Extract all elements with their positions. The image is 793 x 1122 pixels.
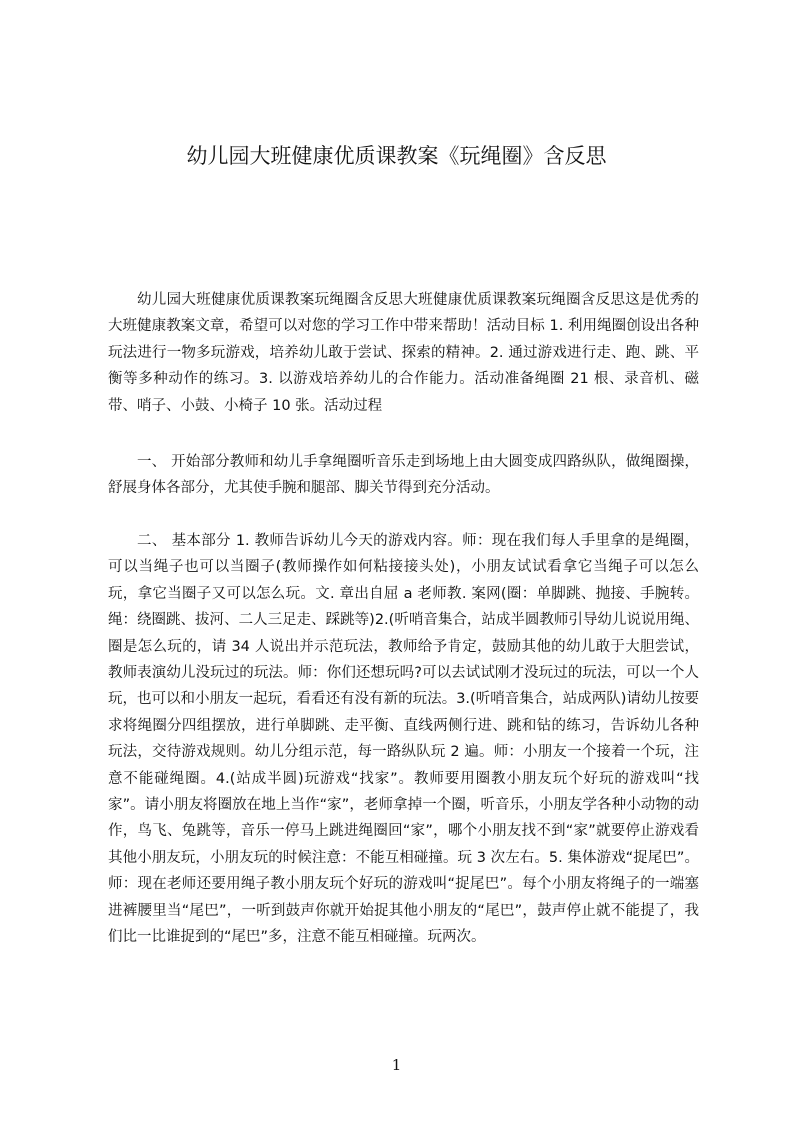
document-title: 幼儿园大班健康优质课教案《玩绳圈》含反思 [186,144,607,168]
paragraph-part-two: 二、 基本部分 1. 教师告诉幼儿今天的游戏内容。师：现在我们每人手里拿的是绳圈，可以当绳子也可以当圈子(教师操作如何粘接接头处)，小朋友试试看拿它当绳子可以怎么玩，拿它当圈子又可以怎么玩。文. 章出自屈 a 老师教. 案网(圈：单脚跳、抛接、手腕转。绳：绕圈跳、拔河、二人三足走、踩跳等)2.(听哨音集合，站成半圆教师引导幼儿说说用绳、圈是怎么玩的，请 34 人说出并示范玩法，教师给予肯定，鼓励其他的幼儿敢于大胆尝试，教师表演幼儿没玩过的玩法。师：你们还想玩吗?可以去试试刚才没玩过的玩法，可以一个人玩，也可以和小朋友一起玩，看看还有没有新的玩法。3.(听哨音集合，站成两队)请幼儿按要求将绳圈分四组摆放，进行单脚跳、走平衡、直线两侧行进、跳和钻的练习，告诉幼儿各种玩法，交待游戏规则。幼儿分组示范，每一路纵队玩 2 遍。师：小朋友一个接着一个玩，注意不能碰绳圈。4.(站成半圆)玩游戏“找家”。教师要用圈教小朋友玩个好玩的游戏叫“找家”。请小朋友将圈放在地上当作“家”，老师拿掉一个圈，听音乐，小朋友学各种小动物的动作，鸟飞、兔跳等，音乐一停马上跳进绳圈回“家”，哪个小朋友找不到“家”就要停止游戏看其他小朋友玩，小朋友玩的时候注意：不能互相碰撞。玩 3 次左右。5. 集体游戏“捉尾巴”。师：现在老师还要用绳子教小朋友玩个好玩的游戏叫“捉尾巴”。每个小朋友将绳子的一端塞进裤腰里当“尾巴”，一听到鼓声你就开始捉其他小朋友的“尾巴”，鼓声停止就不能提了，我们比一比谁捉到的“尾巴”多，注意不能互相碰撞。玩两次。 [108,533,699,946]
paragraph-intro-container [108,287,699,419]
paragraph-part-two-container [108,528,699,951]
page-number: 1 [391,1056,402,1074]
paragraph-part-one: 一、 开始部分教师和幼儿手拿绳圈听音乐走到场地上由大圆变成四路纵队，做绳圈操，舒展身体各部分，尤其使手腕和腿部、脚关节得到充分活动。 [108,454,699,497]
paragraph-part-one-container [108,449,699,502]
paragraph-intro: 幼儿园大班健康优质课教案玩绳圈含反思大班健康优质课教案玩绳圈含反思这是优秀的大班健康教案文章，希望可以对您的学习工作中带来帮助！活动目标 1. 利用绳圈创设出各种玩法进行一物多玩游戏，培养幼儿敢于尝试、探索的精神。2. 通过游戏进行走、跑、跳、平衡等多种动作的练习。3. 以游戏培养幼儿的合作能力。活动准备绳圈 21 根、录音机、磁带、哨子、小鼓、小椅子 10 张。活动过程 [108,292,699,414]
